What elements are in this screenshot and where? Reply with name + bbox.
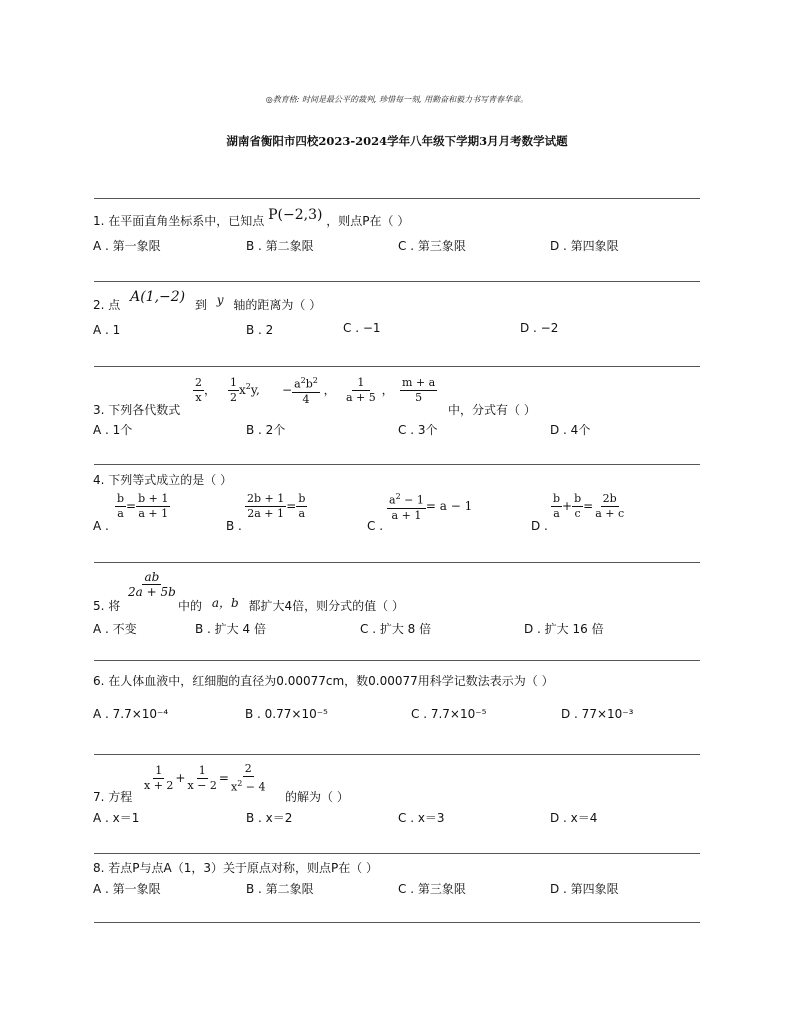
expr-ab-over-2a-plus-5b: $\frac{ab}{2a + 5b}$ (128, 570, 176, 599)
divider (94, 754, 700, 755)
equation: $\frac{1}{x + 2}$ + $\frac{1}{x - 2}$ = $\frac{2}{x^2 - 4}$ (144, 762, 266, 794)
question-8-stem: 8. 若点P与点A（1，3）关于原点对称，则点P在（ ） (93, 861, 379, 875)
option-2c[interactable]: C . −1 (343, 321, 381, 335)
question-7-tail: 的解为（ ） (285, 790, 349, 804)
option-7d[interactable]: D . x＝4 (550, 811, 598, 825)
option-1c[interactable]: C . 第三象限 (398, 239, 466, 253)
option-1a[interactable]: A . 第一象限 (93, 239, 161, 253)
option-6a[interactable]: A . 7.7×10⁻⁴ (93, 707, 169, 721)
point-a: A(1,−2) (130, 289, 186, 305)
option-5d[interactable]: D . 扩大 16 倍 (524, 622, 604, 636)
question-2-stem: 2. 点 (93, 298, 121, 312)
question-5-lead: 5. 将 (93, 599, 121, 613)
divider (94, 660, 700, 661)
divider (94, 464, 700, 465)
option-5b[interactable]: B . 扩大 4 倍 (195, 622, 266, 636)
option-4a-label[interactable]: A . (93, 519, 109, 533)
option-1d[interactable]: D . 第四象限 (550, 239, 619, 253)
expr-1-over-a-plus-5: $\frac{1}{a + 5}$ ， (346, 376, 394, 404)
motto-line: ◎教育格: 时间是最公平的裁判, 珍惜每一刻, 用勤奋和毅力书写青春华章。 (265, 95, 529, 104)
question-4-stem: 4. 下列等式成立的是（ ） (93, 473, 233, 487)
option-4c-label[interactable]: C . (367, 519, 384, 533)
question-3-tail: 中，分式有（ ） (448, 403, 536, 417)
expr-half-x2y: $\frac{1}{2}$ $x^2y$, (230, 376, 260, 404)
divider (94, 922, 700, 923)
question-2-tail: 轴的距离为（ ） (233, 298, 322, 312)
option-7c[interactable]: C . x＝3 (398, 811, 445, 825)
option-5c[interactable]: C . 扩大 8 倍 (360, 622, 432, 636)
question-6-stem: 6. 在人体血液中，红细胞的直径为0.00077cm，数0.00077用科学记数法表示为（ ） (93, 674, 554, 688)
question-7-lead: 7. 方程 (93, 790, 133, 804)
divider (94, 366, 700, 367)
question-5-tail: 都扩大4倍，则分式的值（ ） (248, 599, 404, 613)
option-2a[interactable]: A . 1 (93, 323, 121, 337)
option-8a[interactable]: A . 第一象限 (93, 882, 161, 896)
question-5-mid (178, 597, 404, 614)
point-p: P(−2,3) (268, 207, 323, 223)
option-6d[interactable]: D . 77×10⁻³ (561, 707, 634, 721)
question-5-in: 中的 (178, 599, 203, 613)
question-1-stem: 1. 在平面直角坐标系中，已知点 (93, 214, 265, 228)
question-1-tail: ，则点P在（ ） (326, 214, 410, 228)
option-4a-expr[interactable]: $\frac{b}{a}$ = $\frac{b + 1}{a + 1}$ (117, 492, 169, 520)
question-3-stem: 3. 下列各代数式 (93, 403, 181, 417)
option-6c[interactable]: C . 7.7×10⁻⁵ (411, 707, 487, 721)
option-7a[interactable]: A . x＝1 (93, 811, 140, 825)
divider (94, 562, 700, 563)
option-3b[interactable]: B . 2个 (246, 423, 286, 437)
option-4c-expr[interactable]: $\frac{a^2 - 1}{a + 1}$ = a − 1 (389, 492, 473, 522)
question-2 (93, 289, 322, 313)
question-1 (93, 207, 410, 229)
expr-m-plus-a-over-5: $\frac{m + a}{5}$ (402, 376, 436, 404)
option-8b[interactable]: B . 第二象限 (246, 882, 314, 896)
option-1b[interactable]: B . 第二象限 (246, 239, 314, 253)
axis-y: y (216, 293, 224, 307)
option-4d-expr[interactable]: $\frac{b}{a}$ + $\frac{b}{c}$ = $\frac{2b}{a + c}$ (553, 492, 625, 520)
option-5a[interactable]: A . 不变 (93, 622, 137, 636)
option-6b[interactable]: B . 0.77×10⁻⁵ (245, 707, 328, 721)
option-8d[interactable]: D . 第四象限 (550, 882, 619, 896)
option-3a[interactable]: A . 1个 (93, 423, 133, 437)
option-2d[interactable]: D . −2 (520, 321, 559, 335)
expr-2-over-x: $\frac{2}{x}$ ， (195, 376, 217, 404)
option-7b[interactable]: B . x＝2 (246, 811, 293, 825)
option-3d[interactable]: D . 4个 (550, 423, 591, 437)
divider (94, 198, 700, 199)
divider (94, 281, 700, 282)
option-8c[interactable]: C . 第三象限 (398, 882, 466, 896)
option-4b-label[interactable]: B . (226, 519, 242, 533)
divider (94, 853, 700, 854)
option-4d-label[interactable]: D . (531, 519, 548, 533)
option-3c[interactable]: C . 3个 (398, 423, 438, 437)
question-2-to: 到 (194, 298, 207, 312)
option-4b-expr[interactable]: $\frac{2b + 1}{2a + 1}$ = $\frac{b}{a}$ (247, 492, 306, 520)
expr-neg-a2b2-over-4: − $\frac{a^2b^2}{4}$ ， (282, 376, 336, 406)
option-2b[interactable]: B . 2 (246, 323, 274, 337)
vars-a-b: a，b (211, 596, 239, 610)
page-title: 湖南省衡阳市四校2023-2024学年八年级下学期3月月考数学试题 (226, 134, 568, 148)
